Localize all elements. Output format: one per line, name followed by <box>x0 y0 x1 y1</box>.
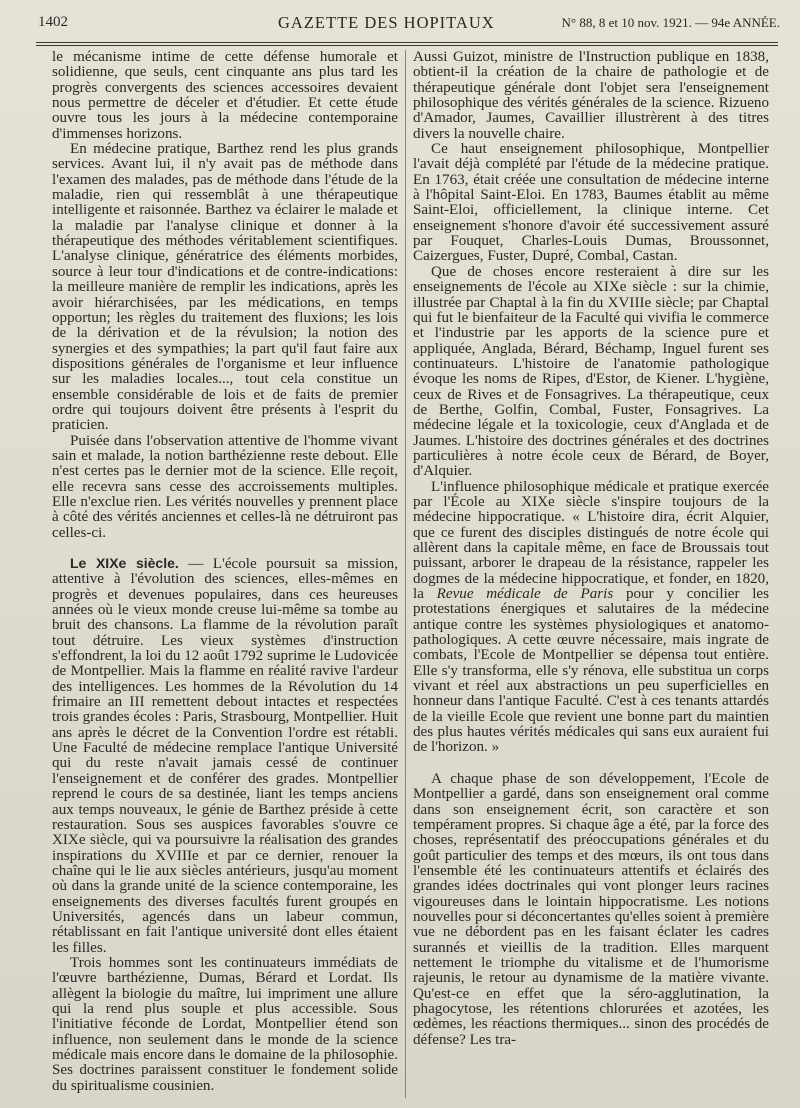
paragraph-text: L'influence philosophique médicale et pratique exercée par l'École au XIXe siècle s'inspire toujours de la médecine hippocratique. « L'histoire dira, écrit Alquier, que ce furent des disciples distingués de notre école qui allèrent dans la capitale même, en face de Broussais tout puissant, arborer le drapeau de la résistance, rappeler les dogmes de la médecine hippocratique, et fonder, en 1820, la <box>413 478 769 603</box>
paragraph-text: pour y concilier les protestations énergiques et salutaires de la médecine antique contre les systèmes physiologiques et anatomo-pathologiques. A cette œuvre nécessaire, mais ingrate de combats, l'Ecole de Montpellier se dépensa tout entière. Elle s'y transforma, elle s'y rénova, elle substitua un corps vivant et réel aux abstractions un peu superficielles en honneur dans l'antique Faculté. C'est à ces tenants attardés de la vieille Ecole que revient une bonne part du maintien des plus hautes vérités médicales qui sans eux auraient fui de l'horizon. » <box>413 586 769 756</box>
paragraph: Aussi Guizot, ministre de l'Instruction publique en 1838, obtient-il la création de la chaire de pathologie et de thérapeutique générale dont l'objet sera l'enseignement philosophique des vérités générales de la science. Rizueno d'Amador, Jaumes, Cavaillier illustrèrent à des titres divers la nouvelle chaire. <box>413 50 769 142</box>
paragraph: Ce haut enseignement philosophique, Montpellier l'avait déjà complété par l'étude de la médecine pratique. En 1763, était créée une consultation de médecine interne à l'hôpital Saint-Eloi. En 1783, Baumes établit au même Saint-Eloi, officiellement, la clinique interne. Cet enseignement s'honore d'avoir été successivement assuré par Fouquet, Charles-Louis Dumas, Broussonnet, Caizergues, Fuster, Dupré, Combal, Castan. <box>413 141 769 265</box>
paragraph: En médecine pratique, Barthez rend les plus grands services. Avant lui, il n'y avait pas de méthode dans l'examen des malades, pas de méthode dans l'étude de la maladie, rien qui ressemblât à une thérapeutique intelligente et raisonnée. Barthez va éclairer le malade et la maladie par l'analyse clinique et donner à la thérapeutique des méthodes véritablement scientifiques. L'analyse clinique, génératrice des éléments morbides, source à leur tour d'indications et de contre-indications: la meilleure manière de remplir les indications, après les avoir hiérarchisées, par les médications, en temps opportun; les règles du traitement des fluxions; les lois de la dérivation et de la révulsion; la notion des synergies et des sympathies; la part qu'il faut faire aux dispositions générales de l'organisme et leur influence sur les maladies locales..., tout cela constitue un ensemble considérable de lois et de faits de premier ordre qui toujours doivent être présents à l'esprit du praticien. <box>52 141 398 434</box>
right-column <box>413 50 769 1100</box>
paragraph <box>413 480 769 756</box>
page-header <box>28 10 780 40</box>
header-rule-top <box>36 42 778 43</box>
journal-title: GAZETTE DES HOPITAUX <box>278 13 495 32</box>
page-number: 1402 <box>38 14 68 30</box>
issue-info: N° 88, 8 et 10 nov. 1921. — 94e ANNÉE. <box>561 15 780 30</box>
column-divider <box>405 50 406 1098</box>
journal-reference: Revue médicale de Paris <box>436 586 614 603</box>
paragraph: Puisée dans l'observation attentive de l'homme vivant sain et malade, la notion barthézienne reste debout. Elle n'est certes pas le dernier mot de la science. Elle reçoit, elle recevra sans cesse des accroissements multiples. Elle n'exclue rien. Les vérités nouvelles y prennent place à côté des vérités anciennes et celles-là ne détruiront pas celles-ci. <box>52 432 398 541</box>
left-column <box>52 50 398 1100</box>
paragraph: A chaque phase de son développement, l'Ecole de Montpellier a gardé, dans son enseignement oral comme dans son enseignement écrit, son caractère et son tempérament propres. Si chaque âge a été, par la force des choses, représentatif des préoccupations générales et du goût particulier des temps et des mœurs, ils ont tous dans l'ensemble été les continuateurs attentifs et éclairés des grandes idées doctrinales qui vont plonger leurs racines vigoureuses dans le lointain hippocratisme. Les notions nouvelles pour si déconcertantes qu'elles soient à première vue ne débordent pas en les faisant éclater les cadres surannés et vieillis de la tradition. Elles marquent nettement le triomphe du vitalisme et de l'humorisme rajeunis, le retour au dynamisme de la matière vivante. Qu'est-ce en effet que la séro-agglutination, la phagocytose, les rétentions chlorurées et azotées, les œdèmes, les réactions thermiques... sinon des procédés de défense? Les tra- <box>413 770 769 1048</box>
section-text: — L'école poursuit sa mission, attentive à l'évolution des sciences, elles-mêmes en progrès et devenues populaires, dans ces heureuses années où le vieux monde creuse lui-même sa tombe au bruit des chansons. La flamme de la révolution paraît tout détruire. Les vieux systèmes d'instruction s'effondrent, la loi du 12 août 1792 suprime le Ludovicée de Montpellier. Mais la flamme en réalité ravive l'ardeur des intelligences. Les hommes de la Révolution du 14 frimaire an III remettent debout intactes et respectées trois grandes écoles : Paris, Strasbourg, Montpellier. Huit ans après le décret de la Convention l'ordre est rétabli. Une Faculté de médecine remplace l'antique Université qui du reste n'avait jamais cessé de continuer l'enseignement et de conférer des grades. Montpellier reprend le cours de sa destinée, liant les temps anciens aux temps nouveaux, le génie de Barthez préside à cette restauration. Sous ses auspices favorables s'ouvre ce XIXe siècle, qui va poursuivre la réalisation des grandes inspirations du XVIIIe et par ce dernier, renouer la chaîne qui le lie aux siècles antérieurs, jusqu'au moment où dans la grande unité de la science contemporaine, les enseignements des diverses facultés furent groupés en Universités, agencés dans un labeur commun, rétablissant en fait l'antique université dont elles étaient les filles. <box>52 556 398 956</box>
paragraph: Que de choses encore resteraient à dire sur les enseignements de l'école au XIXe siècle : sur la chimie, illustrée par Chaptal à la fin du XVIIIe siècle; par Chaptal qui fut le bienfaiteur de la Faculté qui vivifia le commerce et l'industrie par les apports de la science pure et appliquée, Anglada, Bérard, Béchamp, Inguel furent ses continuateurs. L'histoire de l'anatomie pathologique évoque les noms de Ripes, d'Estor, de Kiener. L'hygiène, ceux de Rives et de Fonsagrives. La thérapeutique, ceux de Berthe, Golfin, Combal, Fuster, Fonsagrives. La médecine légale et la toxicologie, ceux d'Anglada et de Jaumes. L'histoire des doctrines générales et des doctrines particulières à notre école ceux de Bérard, de Boyer, d'Alquier. <box>413 263 769 480</box>
section-heading: Le XIXe siècle. <box>70 555 179 571</box>
header-rule-bottom <box>36 45 778 46</box>
paragraph: Trois hommes sont les continuateurs immédiats de l'œuvre barthézienne, Dumas, Bérard et Lordat. Ils allègent la biologie du maître, lui impriment une allure qui la rend plus souple et plus accessible. Sous l'initiative féconde de Lordat, Montpellier étend son influence, non seulement dans le monde de la science médicale mais encore dans le domaine de la philosophie. Ses doctrines paraissent constituer le fondement solide du spiritualisme cousinien. <box>52 954 398 1094</box>
paragraph: le mécanisme intime de cette défense humorale et solidienne, que seuls, cent cinquante ans plus tard les progrès convergents des sciences accessoires devaient nous permettre de déceler et d'étudier. Et cette étude ouvre tous les jours à la médecine contemporaine d'immenses horizons. <box>52 50 398 142</box>
section-paragraph <box>52 556 398 956</box>
